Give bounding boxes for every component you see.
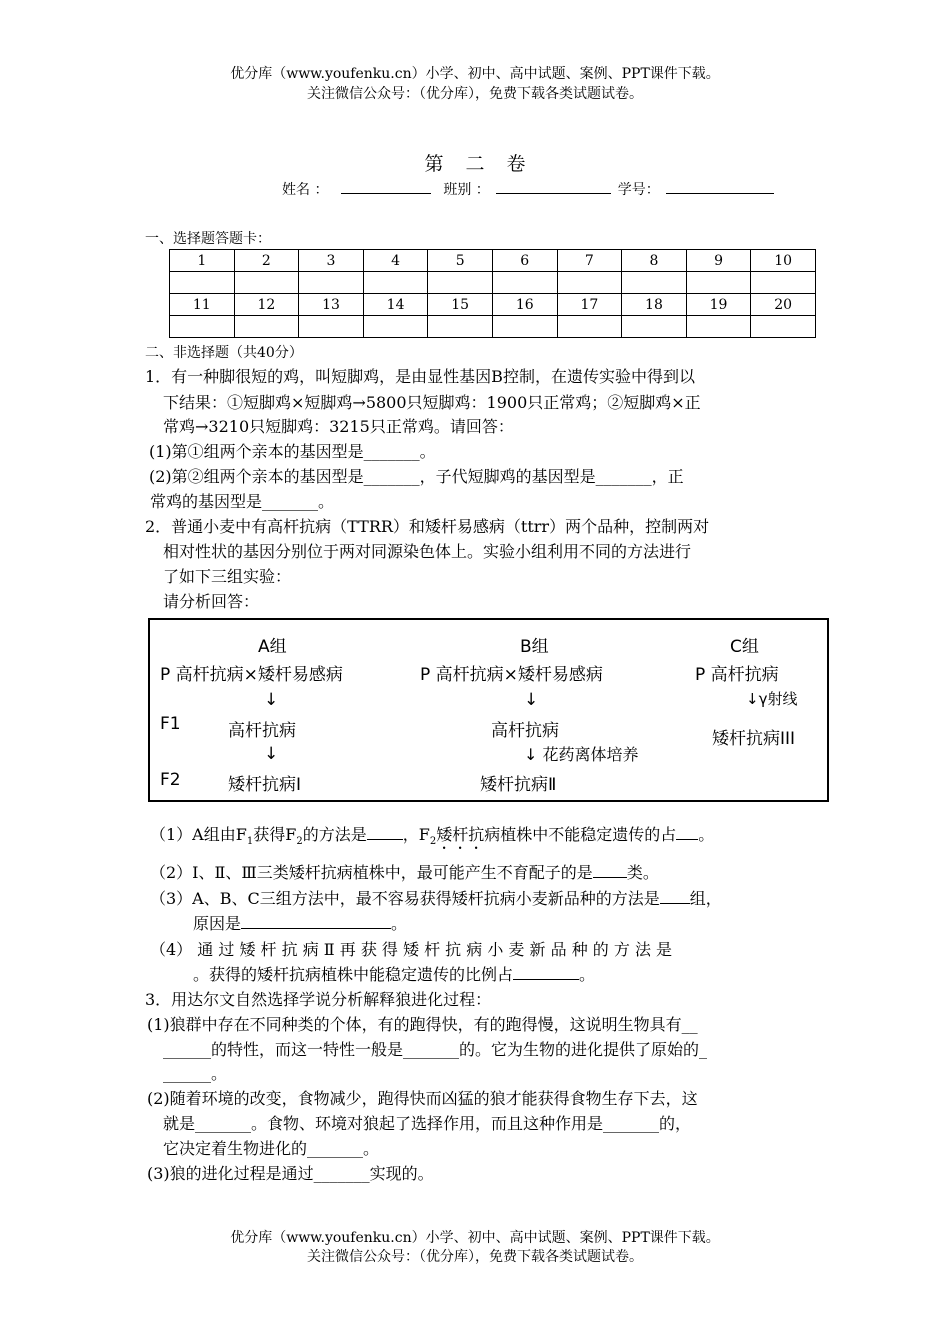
answer-cell[interactable]	[557, 272, 622, 294]
answer-cell[interactable]	[751, 316, 816, 338]
answer-cell[interactable]	[234, 316, 299, 338]
q2-a4-blank[interactable]	[513, 965, 579, 980]
answer-number: 20	[751, 294, 816, 316]
answer-number: 10	[751, 250, 816, 272]
q3-sub1-line2: ______的特性，而这一特性一般是_______的。它为生物的进化提供了原始的_	[163, 1040, 708, 1059]
answer-blank-row-2	[170, 316, 816, 338]
answer-number: 18	[622, 294, 687, 316]
answer-number: 11	[170, 294, 235, 316]
group-a-parents: P 高杆抗病×矮杆易感病	[160, 665, 343, 685]
answer-cell[interactable]	[428, 316, 493, 338]
q3-line1: 3．用达尔文自然选择学说分析解释狼进化过程：	[145, 990, 492, 1009]
answer-cell[interactable]	[170, 316, 235, 338]
q2-a3-blank-2[interactable]	[241, 914, 391, 929]
group-b-result: 矮杆抗病Ⅱ	[480, 775, 557, 795]
q3-sub2-line1: (2)随着环境的改变，食物减少，跑得快而凶猛的狼才能获得食物生存下去，这	[147, 1089, 698, 1108]
answer-cell[interactable]	[363, 272, 428, 294]
answer-cell[interactable]	[170, 272, 235, 294]
group-a-result: 矮杆抗病Ⅰ	[228, 775, 302, 795]
arrow-down-icon: ↓	[264, 744, 279, 764]
name-field[interactable]	[341, 179, 431, 194]
gamma-ray-label: ↓γ射线	[746, 690, 798, 708]
answer-number: 16	[492, 294, 557, 316]
q1-sub1: (1)第①组两个亲本的基因型是_______。	[149, 442, 436, 461]
q1-line2: 下结果：①短脚鸡×短脚鸡→5800只短脚鸡：1900只正常鸡；②短脚鸡×正	[163, 393, 701, 412]
q2-answer4-line1: （4） 通 过 矮 杆 抗 病 Ⅱ 再 获 得 矮 杆 抗 病 小 麦 新 品 种 的 方 法 是	[150, 940, 673, 959]
answer-number-row-1	[170, 250, 816, 272]
q2-a1-blank-1[interactable]	[367, 825, 403, 840]
q3-sub1-line3: ______。	[163, 1064, 228, 1083]
section2-heading: 二、非选择题（共40分）	[145, 345, 303, 361]
answer-number: 13	[299, 294, 364, 316]
page-header-line2: 关注微信公众号：（优分库），免费下载各类试题试卷。	[307, 86, 643, 102]
page-footer-line1: 优分库（www.youfenku.cn）小学、初中、高中试题、案例、PPT课件下载。	[230, 1230, 720, 1246]
q1-sub2-line2: 常鸡的基因型是_______。	[150, 492, 335, 511]
q2-a3-blank-1[interactable]	[660, 889, 690, 904]
group-c-parent: P 高杆抗病	[695, 665, 779, 685]
answer-number: 8	[622, 250, 687, 272]
answer-number: 1	[170, 250, 235, 272]
group-b-f1: 高杆抗病	[491, 721, 559, 741]
arrow-down-icon: ↓	[264, 690, 279, 710]
q3-sub2-line3: 它决定着生物进化的_______。	[163, 1139, 380, 1158]
answer-number: 7	[557, 250, 622, 272]
group-b-parents: P 高杆抗病×矮杆易感病	[420, 665, 603, 685]
answer-cell[interactable]	[299, 316, 364, 338]
answer-cell[interactable]	[492, 272, 557, 294]
answer-cell[interactable]	[234, 272, 299, 294]
answer-number: 4	[363, 250, 428, 272]
q2-a2-blank[interactable]	[593, 863, 627, 878]
student-info	[282, 179, 776, 199]
answer-cell[interactable]	[299, 272, 364, 294]
pollen-culture-label: ↓ 花药离体培养	[524, 745, 639, 764]
q2-answer3-line2: 原因是 。	[193, 914, 408, 933]
f1-label: F1	[160, 714, 181, 734]
answer-number: 5	[428, 250, 493, 272]
answer-number: 9	[686, 250, 751, 272]
experiment-diagram	[148, 618, 829, 802]
answer-number: 15	[428, 294, 493, 316]
answer-number: 12	[234, 294, 299, 316]
answer-cell[interactable]	[751, 272, 816, 294]
answer-cell[interactable]	[622, 272, 687, 294]
answer-number: 19	[686, 294, 751, 316]
q2-answer2: （2）Ⅰ、Ⅱ、Ⅲ三类矮杆抗病植株中，最可能产生不育配子的是 类。	[150, 863, 659, 882]
group-a-f1: 高杆抗病	[228, 721, 296, 741]
f2-label: F2	[160, 770, 181, 790]
q2-line2: 相对性状的基因分别位于两对同源染色体上。实验小组利用不同的方法进行	[163, 542, 692, 561]
q2-answer4-line2: 。获得的矮杆抗病植株中能稳定遗传的比例占 。	[193, 965, 596, 984]
answer-cell[interactable]	[363, 316, 428, 338]
q2-answer1: （1）A组由$F_1$获得$F_2$的方法是 ，$F_2$矮杆抗病植株中不能稳定遗传的占 。	[150, 825, 715, 848]
id-field[interactable]	[666, 179, 774, 194]
q1-line1: 1．有一种脚很短的鸡，叫短脚鸡，是由显性基因B控制，在遗传实验中得到以	[145, 367, 695, 386]
class-label: 班别 ：	[443, 182, 490, 198]
group-a-label: A组	[258, 637, 287, 657]
q2-line4: 请分析回答：	[163, 592, 260, 611]
q3-sub2-line2: 就是_______。食物、环境对狼起了选择作用，而且这种作用是_______的，	[163, 1114, 692, 1133]
group-b-label: B组	[520, 637, 549, 657]
group-c-label: C组	[730, 637, 759, 657]
name-label: 姓名 ：	[282, 182, 329, 198]
answer-cell[interactable]	[622, 316, 687, 338]
answer-number: 3	[299, 250, 364, 272]
class-field[interactable]	[496, 179, 611, 194]
answer-number: 14	[363, 294, 428, 316]
id-label: 学号：	[617, 182, 660, 198]
q2-a1-blank-2[interactable]	[676, 825, 698, 840]
page-title: 第二卷	[424, 153, 548, 175]
answer-card-table	[169, 249, 816, 338]
answer-number-row-2	[170, 294, 816, 316]
q3-sub1-line1: (1)狼群中存在不同种类的个体，有的跑得快，有的跑得慢，这说明生物具有__	[147, 1015, 698, 1034]
q2-answer3-line1: （3）A、B、C三组方法中，最不容易获得矮杆抗病小麦新品种的方法是 组，	[150, 889, 722, 908]
q3-sub3: (3)狼的进化过程是通过_______实现的。	[147, 1164, 434, 1183]
answer-cell[interactable]	[686, 272, 751, 294]
answer-cell[interactable]	[492, 316, 557, 338]
answer-cell[interactable]	[686, 316, 751, 338]
answer-number: 2	[234, 250, 299, 272]
q2-line1: 2．普通小麦中有高杆抗病（TTRR）和矮杆易感病（ttrr）两个品种，控制两对	[145, 517, 710, 536]
answer-blank-row-1	[170, 272, 816, 294]
page-footer-line2: 关注微信公众号：（优分库），免费下载各类试题试卷。	[307, 1249, 643, 1265]
q1-sub2-line1: (2)第②组两个亲本的基因型是_______，子代短脚鸡的基因型是_______，正	[149, 467, 684, 486]
answer-cell[interactable]	[428, 272, 493, 294]
answer-cell[interactable]	[557, 316, 622, 338]
group-c-result: 矮杆抗病III	[712, 729, 796, 749]
arrow-down-icon: ↓	[524, 690, 539, 710]
q2-line3: 了如下三组实验：	[163, 567, 292, 586]
section1-heading: 一、选择题答题卡：	[145, 231, 271, 247]
answer-number: 17	[557, 294, 622, 316]
q1-line3: 常鸡→3210只短脚鸡：3215只正常鸡。请回答：	[163, 417, 514, 436]
answer-number: 6	[492, 250, 557, 272]
page-header-line1: 优分库（www.youfenku.cn）小学、初中、高中试题、案例、PPT课件下载。	[230, 66, 720, 82]
